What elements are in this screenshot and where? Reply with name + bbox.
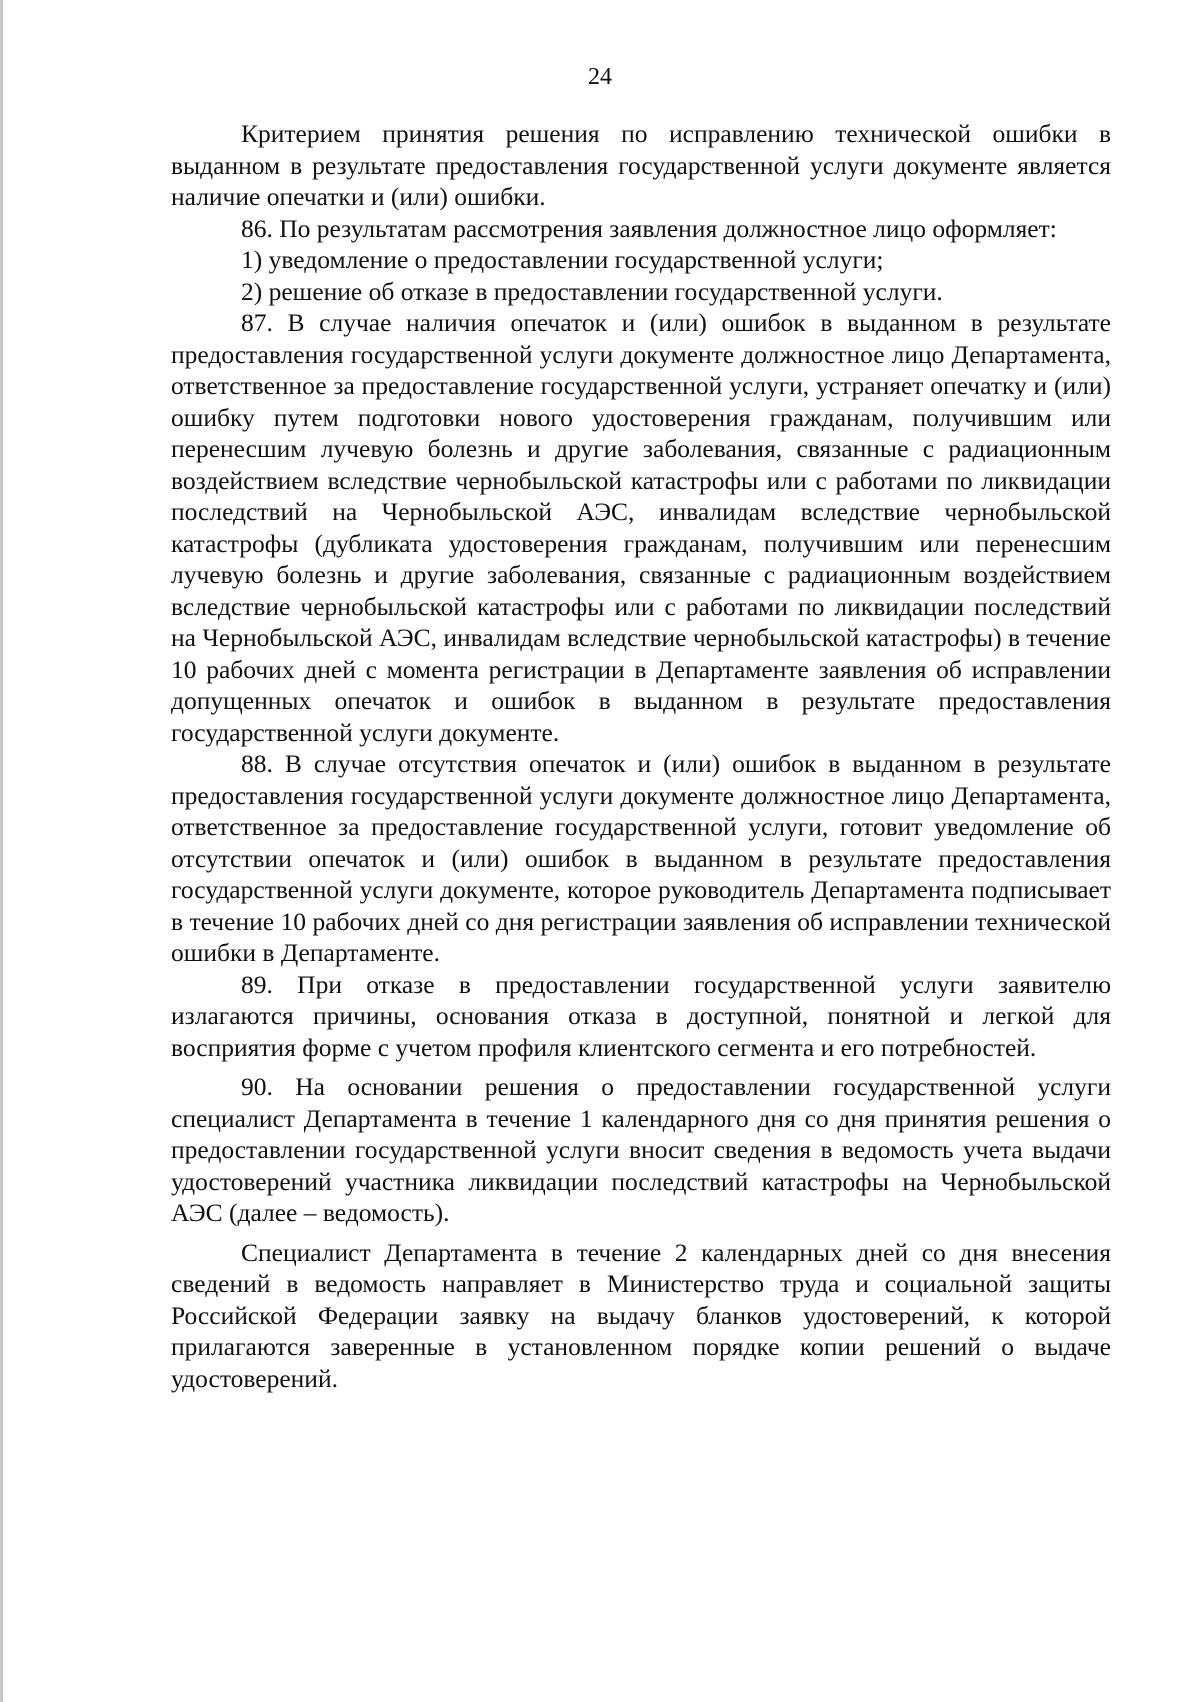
list-item-86-2: 2) решение об отказе в предоставлении государственной услуги. bbox=[241, 276, 943, 306]
paragraph-specialist: Специалист Департамента в течение 2 календарных дней со дня внесения сведений в ведомость направляет в Министерство труда и социальной защиты Российской Федерации заявку на выдачу бланков удостоверений, к которой прилагаются заверенные в установленном порядке копии решений о выдаче удостоверений. bbox=[171, 1237, 1111, 1393]
paragraph-88: 88. В случае отсутствия опечаток и (или) ошибок в выданном в результате предоставления государственной услуги документе должностное лицо Департамента, ответственное за предоставление государственной услуги, готовит уведомление об отсутствии опечаток и (или) ошибок в выданном в результате предоставления государственной услуги документе, которое руководитель Департамента подписывает в течение 10 рабочих дней со дня регистрации заявления об исправлении технической ошибки в Департаменте. bbox=[171, 749, 1111, 967]
paragraph-90: 90. На основании решения о предоставлении государственной услуги специалист Департамента в течение 1 календарного дня со дня принятия решения о предоставлении государственной услуги вносит сведения в ведомость учета выдачи удостоверений участника ликвидации последствий катастрофы на Чернобыльской АЭС (далее – ведомость). bbox=[171, 1072, 1111, 1227]
paragraph-89: 89. При отказе в предоставлении государственной услуги заявителю излагаются причины, основания отказа в доступной, понятной и легкой для восприятия форме с учетом профиля клиентского сегмента и его потребностей. bbox=[171, 969, 1111, 1062]
scan-edge bbox=[0, 0, 3, 1702]
paragraph-criterion: Критерием принятия решения по исправлению технической ошибки в выданном в результате предоставления государственной услуги документе является наличие опечатки и (или) ошибки. bbox=[171, 119, 1111, 211]
document-body bbox=[171, 118, 1111, 1394]
paragraph-87: 87. В случае наличия опечаток и (или) ошибок в выданном в результате предоставления государственной услуги документе должностное лицо Департамента, ответственное за предоставление государственной услуги, устраняет опечатку и (или) ошибку путем подготовки нового удостоверения гражданам, получившим или перенесшим лучевую болезнь и другие заболевания, связанные с радиационным воздействием вследствие чернобыльской катастрофы или с работами по ликвидации последствий на Чернобыльской АЭС, инвалидам вследствие чернобыльской катастрофы (дубликата удостоверения гражданам, получившим или перенесшим лучевую болезнь и другие заболевания, связанные с радиационным воздействием вследствие чернобыльской катастрофы или с работами по ликвидации последствий на Чернобыльской АЭС, инвалидам вследствие чернобыльской катастрофы) в течение 10 рабочих дней с момента регистрации в Департаменте заявления об исправлении допущенных опечаток и ошибок в выданном в результате предоставления государственной услуги документе. bbox=[171, 308, 1112, 747]
page-number: 24 bbox=[588, 64, 612, 90]
paragraph-86: 86. По результатам рассмотрения заявления должностное лицо оформляет: bbox=[241, 213, 1057, 243]
list-item-86-1: 1) уведомление о предоставлении государственной услуги; bbox=[241, 245, 884, 274]
